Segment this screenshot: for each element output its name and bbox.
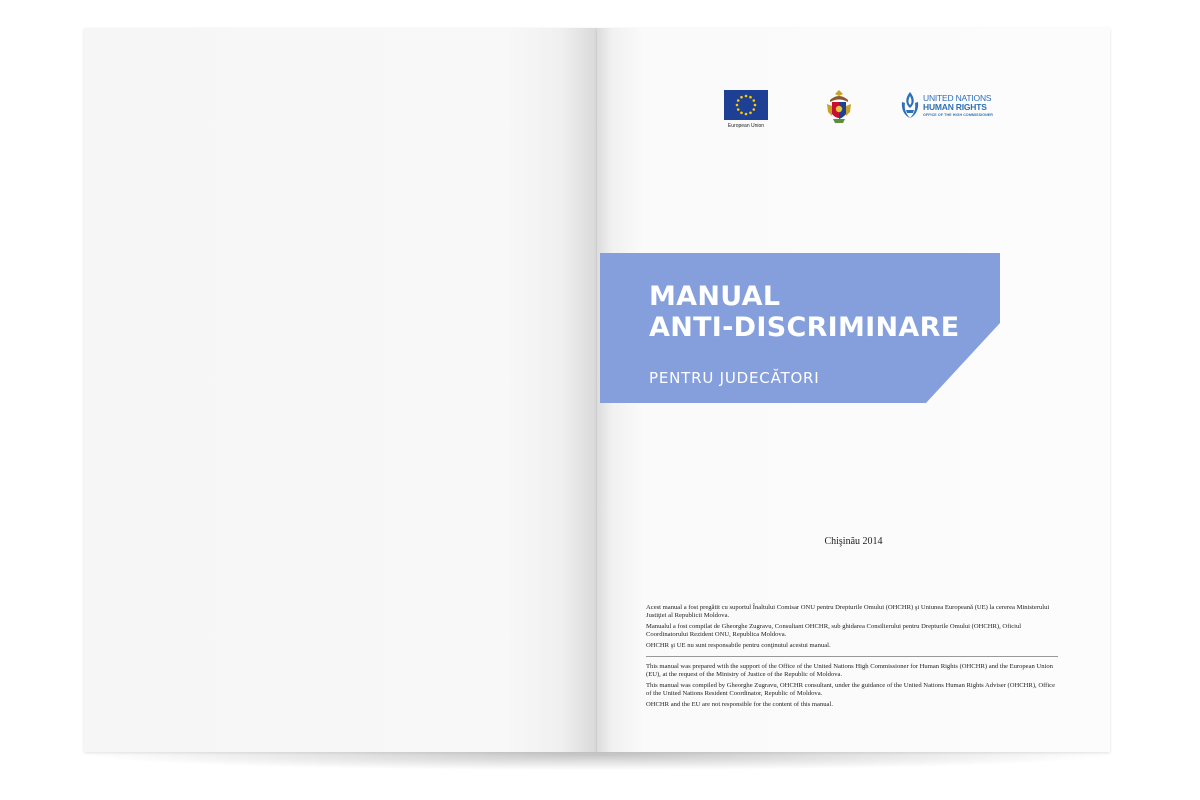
credit-en-1: This manual was prepared with the support of the Office of the United Nations High Commissioner for Human Rights (OHCHR) and the European Union (EU), at the request of the Ministry of Justice of the Republic of Moldova. xyxy=(646,663,1053,679)
un-human-rights-logo xyxy=(899,90,1017,122)
credit-en-2: This manual was compiled by Gheorghe Zugravu, OHCHR consultant, under the guidance of the United Nations Human Rights Adviser (OHCHR), Office of the United Nations Resident Coordinator, Republic of Moldova. xyxy=(646,681,1056,698)
moldova-coat-of-arms-icon xyxy=(824,88,854,126)
place-and-date: Chişinău 2014 xyxy=(824,536,883,547)
credit-ro-2: Manualul a fost compilat de Gheorghe Zugravu, Consultant OHCHR, sub ghidarea Consilierului pentru Drepturile Omului (OHCHR), Oficiul Coordinatorului Rezident ONU, Republica Moldova. xyxy=(646,622,1022,639)
un-logo-line-3: OFFICE OF THE HIGH COMMISSIONER xyxy=(923,113,993,117)
eu-star xyxy=(740,96,743,99)
eu-star xyxy=(749,111,752,114)
title-band xyxy=(600,253,1013,403)
document-title xyxy=(649,281,959,343)
eu-star xyxy=(736,104,739,107)
document-subtitle: PENTRU JUDECĂTORI xyxy=(649,369,820,387)
eu-star xyxy=(754,104,757,107)
credit-ro-3: OHCHR şi UE nu sunt responsabile pentru conţinutul acestui manual. xyxy=(646,641,831,649)
left-page xyxy=(84,28,597,752)
eu-star xyxy=(740,111,743,114)
eu-logo xyxy=(715,90,777,129)
eu-star xyxy=(737,99,740,102)
eu-logo-label: European Union xyxy=(727,123,765,129)
un-logo-line-1: UNITED NATIONS xyxy=(923,93,992,103)
un-human-rights-emblem-icon xyxy=(899,90,921,120)
un-logo-line-2: HUMAN RIGHTS xyxy=(923,102,987,112)
credit-ro-1: Acest manual a fost pregătit cu suportul Înaltului Comisar ONU pentru Drepturile Omului (OHCHR) şi Uniunea Europeană (UE) la cererea Ministerului Justiţiei al Republicii Moldova. xyxy=(646,604,1050,620)
credits-block xyxy=(646,604,1058,711)
credits-divider xyxy=(646,656,1058,657)
title-line-1: MANUAL xyxy=(649,281,781,312)
eu-star xyxy=(737,108,740,111)
open-booklet xyxy=(84,28,1110,752)
eu-star xyxy=(745,113,748,116)
eu-star xyxy=(745,95,748,98)
eu-star xyxy=(752,108,755,111)
eu-flag-icon xyxy=(724,90,768,120)
credit-en-3: OHCHR and the EU are not responsible for the content of this manual. xyxy=(646,700,833,708)
eu-star xyxy=(752,99,755,102)
right-page xyxy=(597,28,1110,752)
eu-star xyxy=(749,96,752,99)
title-line-2: ANTI-DISCRIMINARE xyxy=(649,312,960,343)
